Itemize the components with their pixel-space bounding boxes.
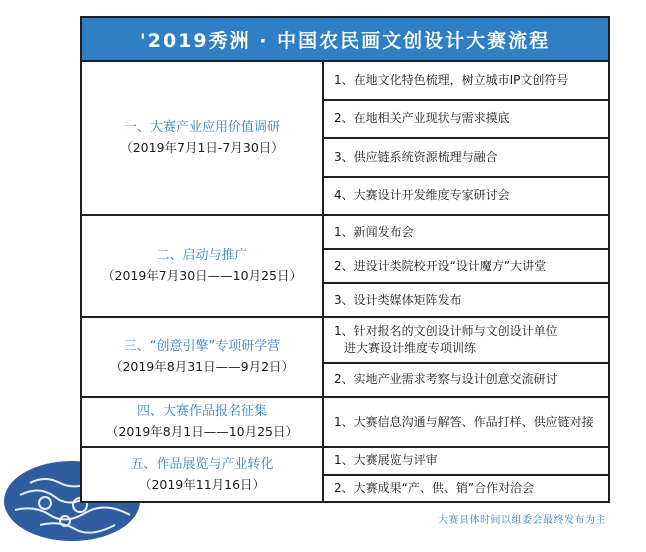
- task-subtext: 进大赛设计维度专项训练: [344, 340, 477, 355]
- task-item: 1、大赛信息沟通与解答、作品打样、供应链对接: [334, 414, 594, 429]
- phase-tasks: [324, 62, 608, 214]
- phase-label-cell: [82, 216, 324, 316]
- phase-date: （2019年8月31日——9月2日）: [109, 359, 295, 374]
- task-item: 3、设计类媒体矩阵发布: [334, 292, 462, 307]
- phase-row: [82, 62, 608, 216]
- task-item: 2、在地相关产业现状与需求摸底: [324, 101, 608, 140]
- phase-label-cell: [82, 62, 324, 214]
- phase-date: （2019年11月16日）: [138, 476, 266, 492]
- phase-label-cell: [82, 398, 324, 446]
- footer-note: 大赛具体时间以组委会最终发布为主: [438, 515, 606, 526]
- phase-date: （2019年7月1日-7月30日）: [120, 140, 284, 155]
- table-title: '2019秀洲 · 中国农民画文创设计大赛流程: [82, 18, 608, 62]
- phase-title: 四、大赛作品报名征集: [136, 404, 267, 419]
- phase-tasks: [324, 398, 608, 446]
- phase-row: [82, 398, 608, 448]
- phase-title: 三、“创意引擎”专项研学营: [123, 339, 281, 354]
- phase-label-cell: [82, 318, 324, 396]
- phase-row: [82, 448, 608, 501]
- task-text: 1、针对报名的文创设计师与文创设计单位: [334, 323, 558, 338]
- phase-tasks: [324, 318, 608, 396]
- phase-row: [82, 318, 608, 398]
- phase-date: （2019年7月30日——10月25日）: [102, 268, 302, 283]
- phase-title: 二、启动与推广: [156, 248, 248, 263]
- task-item: 1、大赛展览与评审: [324, 448, 608, 476]
- task-item: 2、实地产业需求考察与设计创意交流研讨: [334, 372, 558, 387]
- phase-tasks: [324, 216, 608, 316]
- task-item: [324, 318, 608, 364]
- phase-title: 五、作品展览与产业转化: [130, 456, 274, 472]
- task-item: 2、进设计类院校开设“设计魔方”大讲堂: [324, 250, 608, 284]
- process-table: [80, 16, 610, 503]
- phase-tasks: [324, 448, 608, 501]
- task-item: 3、供应链系统资源梳理与融合: [324, 139, 608, 178]
- phase-label-cell: [82, 448, 324, 501]
- phase-title: 一、大赛产业应用价值调研: [123, 120, 280, 135]
- task-item: 2、大赛成果“产、供、销”合作对洽会: [334, 480, 535, 495]
- phase-date: （2019年8月1日——10月25日）: [105, 424, 299, 439]
- phase-row: [82, 216, 608, 318]
- task-item: 1、在地文化特色梳理，树立城市IP文创符号: [324, 62, 608, 101]
- task-item: 1、新闻发布会: [324, 216, 608, 250]
- task-item: 4、大赛设计开发维度专家研讨会: [334, 188, 510, 203]
